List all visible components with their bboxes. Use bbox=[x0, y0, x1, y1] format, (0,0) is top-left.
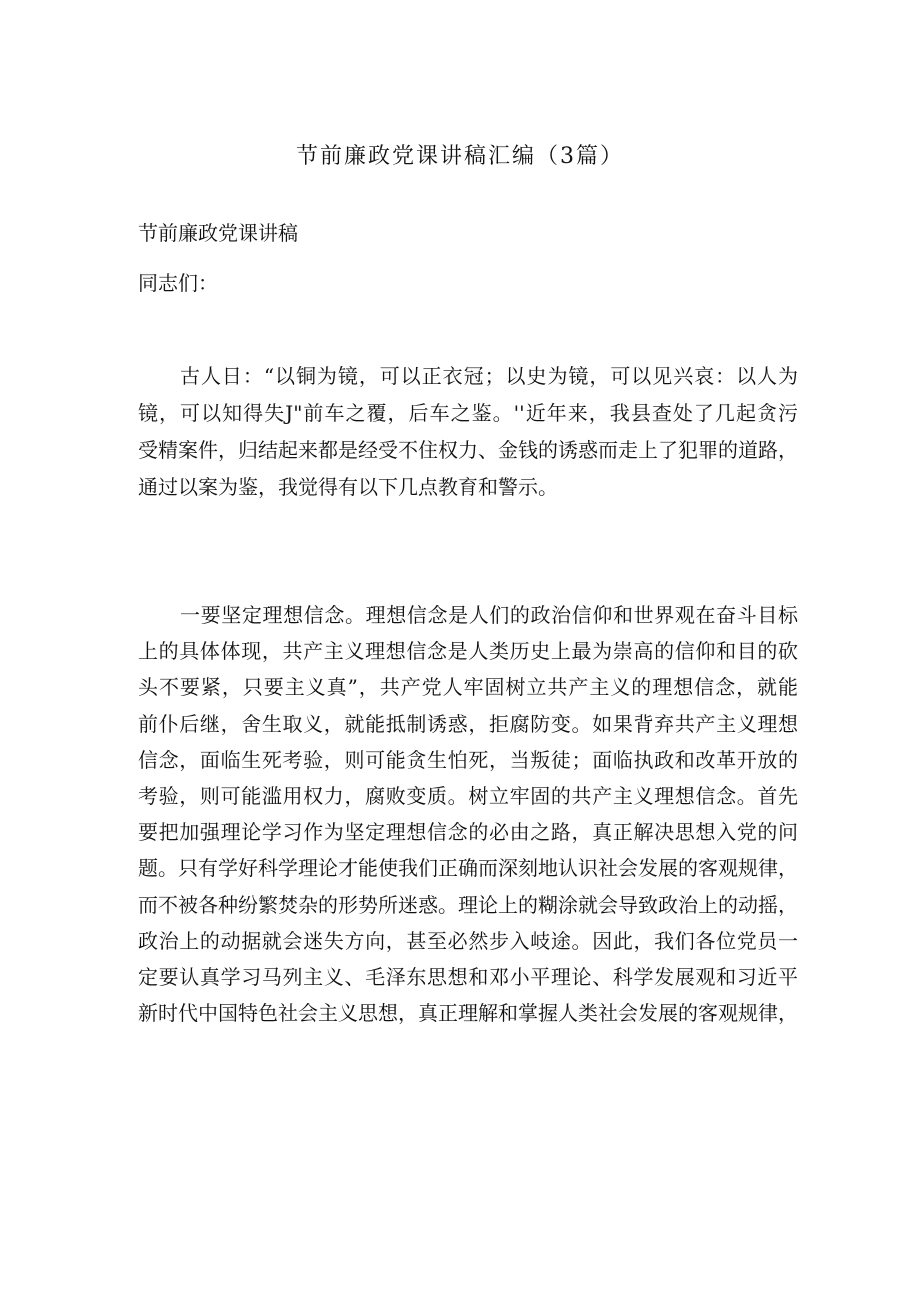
paragraph bbox=[138, 597, 798, 1031]
paragraph-line: 受精案件，归结起来都是经受不住权力、金钱的诱惑而走上了犯罪的道路， bbox=[138, 438, 798, 462]
paragraph-line: 古人日：“以铜为镜，可以正衣冠；以史为镜，可以见兴哀：以人为 bbox=[180, 364, 798, 388]
paragraph-line: 镜，可以知得失J"前车之覆，后车之鉴。''近年来，我县查处了几起贪污 bbox=[138, 401, 798, 425]
paragraph-line: 考验，则可能滥用权力，腐败变质。树立牢固的共产主义理想信念。首先 bbox=[138, 783, 798, 808]
greeting: 同志们： bbox=[138, 271, 218, 295]
paragraph-line: 政治上的动据就会迷失方向，甚至必然步入岐途。因此，我们各位党员一 bbox=[138, 928, 798, 953]
paragraph-line: 通过以案为鉴，我觉得有以下几点教育和警示。 bbox=[138, 475, 558, 499]
document-subtitle: 节前廉政党课讲稿 bbox=[138, 221, 298, 245]
paragraph-line: 要把加强理论学习作为坚定理想信念的必由之路，真正解决思想入党的问 bbox=[138, 820, 798, 845]
paragraph-line: 而不被各种纷繁焚杂的形势所迷惑。理论上的糊涂就会导致政治上的动摇， bbox=[138, 892, 798, 917]
paragraph-line: 定要认真学习马列主义、毛泽东思想和邓小平理论、科学发展观和习近平 bbox=[138, 964, 798, 989]
paragraph bbox=[138, 358, 798, 506]
paragraph-line: 新时代中国特色社会主义思想，真正理解和掌握人类社会发展的客观规律， bbox=[138, 1001, 798, 1026]
paragraph-line: 题。只有学好科学理论才能使我们正确而深刻地认识社会发展的客观规律， bbox=[138, 856, 798, 881]
paragraph-line: 信念，面临生死考验，则可能贪生怕死，当叛徒；面临执政和改革开放的 bbox=[138, 747, 798, 772]
paragraph-line: 前仆后继，舍生取义，就能抵制诱惑，拒腐防变。如果背弃共产主义理想 bbox=[138, 711, 798, 736]
document-title: 节前廉政党课讲稿汇编（3篇） bbox=[296, 144, 624, 169]
paragraph-line: 头不要紧，只要主义真”，共产党人牢固树立共产主义的理想信念，就能 bbox=[138, 675, 798, 700]
paragraph-line: 一要坚定理想信念。理想信念是人们的政治信仰和世界观在奋斗目标 bbox=[180, 603, 798, 627]
paragraph-line: 上的具体体现，共产主义理想信念是人类历史上最为崇高的信仰和目的砍 bbox=[138, 639, 798, 664]
